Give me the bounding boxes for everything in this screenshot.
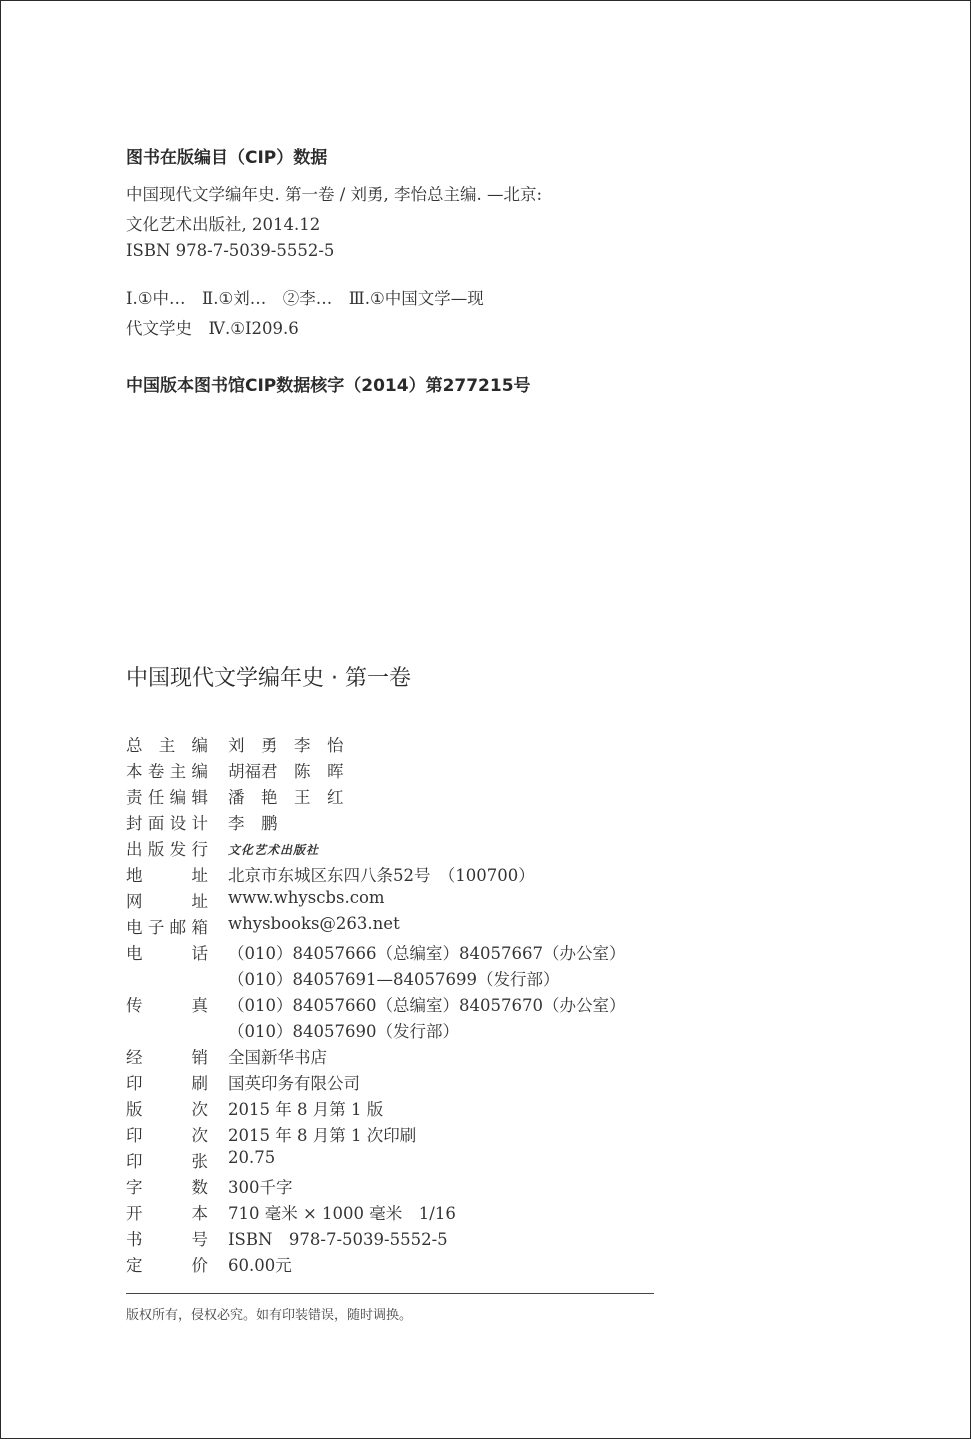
credit-label: 地 址	[126, 866, 208, 885]
credit-value: （010）84057666（总编室）84057667（办公室）	[228, 944, 626, 963]
divider-rule	[126, 1293, 654, 1294]
credit-value: www.whyscbs.com	[228, 888, 385, 907]
credit-value: ISBN 978-7-5039-5552-5	[228, 1230, 448, 1249]
credit-value: 国英印务有限公司	[228, 1074, 360, 1093]
credit-label: 传 真	[126, 996, 208, 1015]
book-title: 中国现代文学编年史 · 第一卷	[126, 666, 411, 691]
credit-label: 印 次	[126, 1126, 208, 1145]
credit-label: 本 卷 主 编	[126, 762, 208, 781]
cip-record-number: 中国版本图书馆CIP数据核字（2014）第277215号	[126, 376, 531, 396]
credit-label: 印 刷	[126, 1074, 208, 1093]
credit-value: 李 鹏	[228, 814, 278, 833]
credit-label: 责 任 编 辑	[126, 788, 208, 807]
cip-line: 中国现代文学编年史. 第一卷 / 刘勇, 李怡总主编. —北京:	[126, 185, 543, 204]
cip-heading: 图书在版编目（CIP）数据	[126, 148, 328, 168]
copyright-notice: 版权所有，侵权必究。如有印装错误，随时调换。	[126, 1308, 413, 1323]
credit-label: 印 张	[126, 1152, 208, 1171]
cip-line: ISBN 978-7-5039-5552-5	[126, 241, 335, 260]
credit-value: 全国新华书店	[228, 1048, 327, 1067]
credit-label: 定 价	[126, 1256, 208, 1275]
credit-label: 电 话	[126, 944, 208, 963]
credit-label: 电 子 邮 箱	[126, 918, 208, 937]
credit-value: （010）84057690（发行部）	[228, 1022, 459, 1041]
credit-value: 刘 勇 李 怡	[228, 736, 344, 755]
credit-value: 710 毫米 × 1000 毫米 1/16	[228, 1204, 456, 1223]
credit-value: 胡福君 陈 晖	[228, 762, 344, 781]
credit-label: 出 版 发 行	[126, 840, 208, 859]
credit-value: 2015 年 8 月第 1 版	[228, 1100, 384, 1119]
credit-value: （010）84057691—84057699（发行部）	[228, 970, 560, 989]
credit-value: 60.00元	[228, 1256, 292, 1275]
credit-label: 字 数	[126, 1178, 208, 1197]
credit-label: 总 主 编	[126, 736, 208, 755]
credit-label: 版 次	[126, 1100, 208, 1119]
credit-value: whysbooks@263.net	[228, 914, 400, 933]
cip-line: 代文学史 Ⅳ.①I209.6	[126, 319, 299, 338]
credit-value: 20.75	[228, 1148, 276, 1167]
credit-value: 文化艺术出版社	[228, 843, 320, 857]
credit-value: （010）84057660（总编室）84057670（办公室）	[228, 996, 626, 1015]
credit-label: 开 本	[126, 1204, 208, 1223]
credit-value: 北京市东城区东四八条52号 （100700）	[228, 866, 535, 885]
cip-line: 文化艺术出版社, 2014.12	[126, 215, 321, 234]
credit-label: 书 号	[126, 1230, 208, 1249]
credit-value: 潘 艳 王 红	[228, 788, 344, 807]
credit-label: 网 址	[126, 892, 208, 911]
credit-value: 300千字	[228, 1178, 293, 1197]
credit-label: 经 销	[126, 1048, 208, 1067]
credit-value: 2015 年 8 月第 1 次印刷	[228, 1126, 417, 1145]
credit-label: 封 面 设 计	[126, 814, 208, 833]
cip-line: Ⅰ.①中… Ⅱ.①刘… ②李… Ⅲ.①中国文学—现	[126, 289, 484, 308]
